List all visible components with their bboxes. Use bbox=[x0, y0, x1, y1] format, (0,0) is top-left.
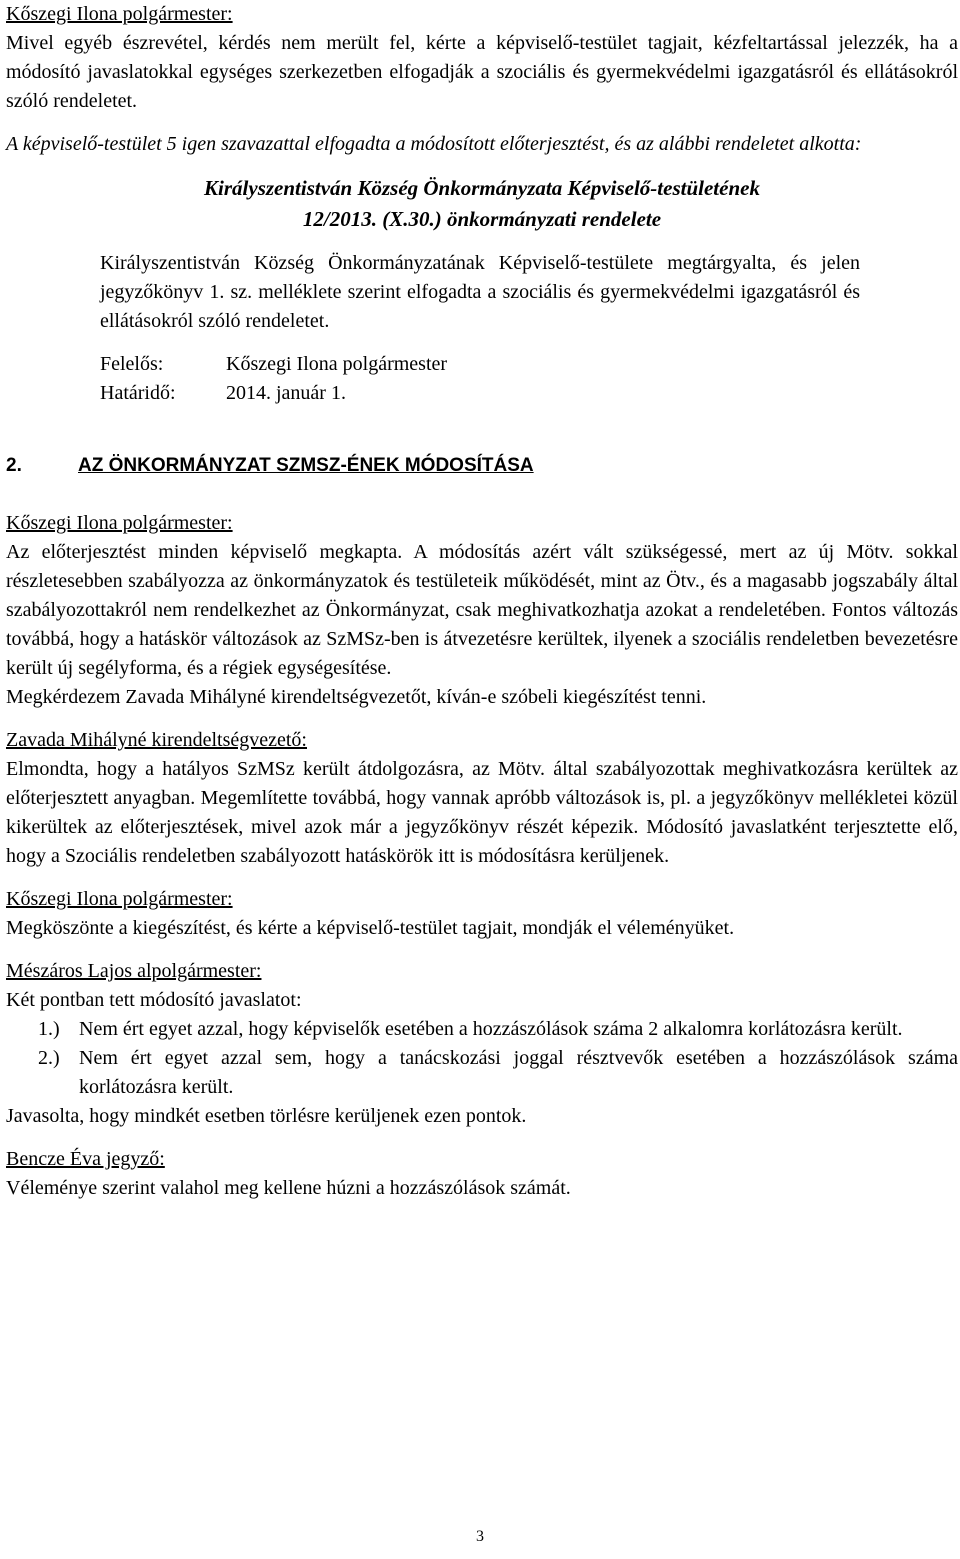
speaker-zavada: Zavada Mihályné kirendeltségvezető: bbox=[6, 729, 307, 751]
paragraph-thanks: Megköszönte a kiegészítést, és kérte a képviselő-testület tagjait, mondják el véleményüket. bbox=[6, 917, 735, 939]
paragraph-zavada: Elmondta, hogy a hatályos SzMSz került átdolgozásra, az Mötv. által szabályozottak meghivatkozásra kerültek az előterjesztett anyagban. Megemlítette továbbá, hogy vannak apróbb változások is, pl. a jegyzőkönyv mellékletei közül kikerültek az előterjesztések, mivel azok már a jegyzőkönyv részét képezik. Módosító javaslatként terjesztette elő, hogy a Szociális rendeletben szabályozott hatáskörök itt is módosításra kerüljenek. bbox=[6, 758, 958, 867]
responsible-row bbox=[100, 350, 860, 379]
section-title: AZ ÖNKORMÁNYZAT SZMSZ-ÉNEK MÓDOSÍTÁSA bbox=[78, 455, 534, 476]
responsibility-block bbox=[6, 350, 958, 408]
decree-title-line2: 12/2013. (X.30.) önkormányzati rendelete bbox=[302, 207, 662, 231]
responsible-label: Felelős: bbox=[100, 353, 164, 375]
section-number: 2. bbox=[6, 455, 22, 476]
deadline-value: 2014. január 1. bbox=[226, 382, 346, 404]
list-item bbox=[6, 1044, 958, 1102]
list-item-number: 2.) bbox=[38, 1047, 60, 1069]
speaker-koszegi-1: Kőszegi Ilona polgármester: bbox=[6, 3, 233, 25]
decree-body: Királyszentistván Község Önkormányzatának Képviselő-testülete megtárgyalta, és jelen jegyzőkönyv 1. sz. melléklete szerint elfogadta a szociális és gyermekvédelmi igazgatásról és ellátásokról szóló rendeletet. bbox=[100, 252, 860, 332]
paragraph-proposal: Az előterjesztést minden képviselő megkapta. A módosítás azért vált szükségessé, mert az új Mötv. sokkal részletesebben szabályozza az önkormányzatok és testületeik működését, mint az Ötv., és a magasabb jogszabály által szabályozottakról nem rendelkezhet az Önkormányzat, csak meghivatkozhatja azokat a rendeletében. Fontos változás továbbá, hogy a hatáskör változások az SzMSz-ben is átvezetésre kerültek, ilyenek a szociális rendeletben bevezetésre került új segélyforma, és a régiek egységesítése. bbox=[6, 541, 958, 679]
paragraph-bencze: Véleménye szerint valahol meg kellene húzni a hozzászólások számát. bbox=[6, 1177, 571, 1199]
list-item-text: Nem ért egyet azzal, hogy képviselők esetében a hozzászólások száma 2 alkalomra korlátozásra került. bbox=[79, 1018, 903, 1040]
responsible-value: Kőszegi Ilona polgármester bbox=[226, 353, 448, 375]
speaker-koszegi-2: Kőszegi Ilona polgármester: bbox=[6, 512, 233, 534]
speaker-bencze: Bencze Éva jegyző: bbox=[6, 1148, 165, 1170]
document-page bbox=[6, 0, 958, 1203]
list-item bbox=[6, 1015, 958, 1044]
paragraph-intro: Két pontban tett módosító javaslatot: bbox=[6, 989, 302, 1011]
decree-title-line1: Királyszentistván Község Önkormányzata Képviselő-testületének bbox=[204, 176, 760, 200]
paragraph-question: Megkérdezem Zavada Mihályné kirendeltségvezetőt, kíván-e szóbeli kiegészítést tenni. bbox=[6, 686, 707, 708]
list-item-text: Nem ért egyet azzal sem, hogy a tanácskozási joggal résztvevők esetében a hozzászólások száma korlátozásra került. bbox=[79, 1047, 958, 1098]
deadline-row bbox=[100, 379, 860, 408]
vote-result: A képviselő-testület 5 igen szavazattal elfogadta a módosított előterjesztést, és az alábbi rendeletet alkotta: bbox=[6, 133, 862, 155]
speaker-meszaros: Mészáros Lajos alpolgármester: bbox=[6, 960, 262, 982]
paragraph-outro: Javasolta, hogy mindkét esetben törlésre kerüljenek ezen pontok. bbox=[6, 1105, 527, 1127]
list-item-number: 1.) bbox=[38, 1018, 60, 1040]
section-heading bbox=[6, 451, 958, 480]
speaker-koszegi-3: Kőszegi Ilona polgármester: bbox=[6, 888, 233, 910]
paragraph-vote-request: Mivel egyéb észrevétel, kérdés nem merült fel, kérte a képviselő-testület tagjait, kézfeltartással jelezzék, ha a módosító javaslatokkal egységes szerkezetben elfogadják a szociális és gyermekvédelmi igazgatásról és ellátásokról szóló rendeletet. bbox=[6, 32, 958, 112]
page-number: 3 bbox=[476, 1528, 484, 1545]
deadline-label: Határidő: bbox=[100, 382, 176, 404]
